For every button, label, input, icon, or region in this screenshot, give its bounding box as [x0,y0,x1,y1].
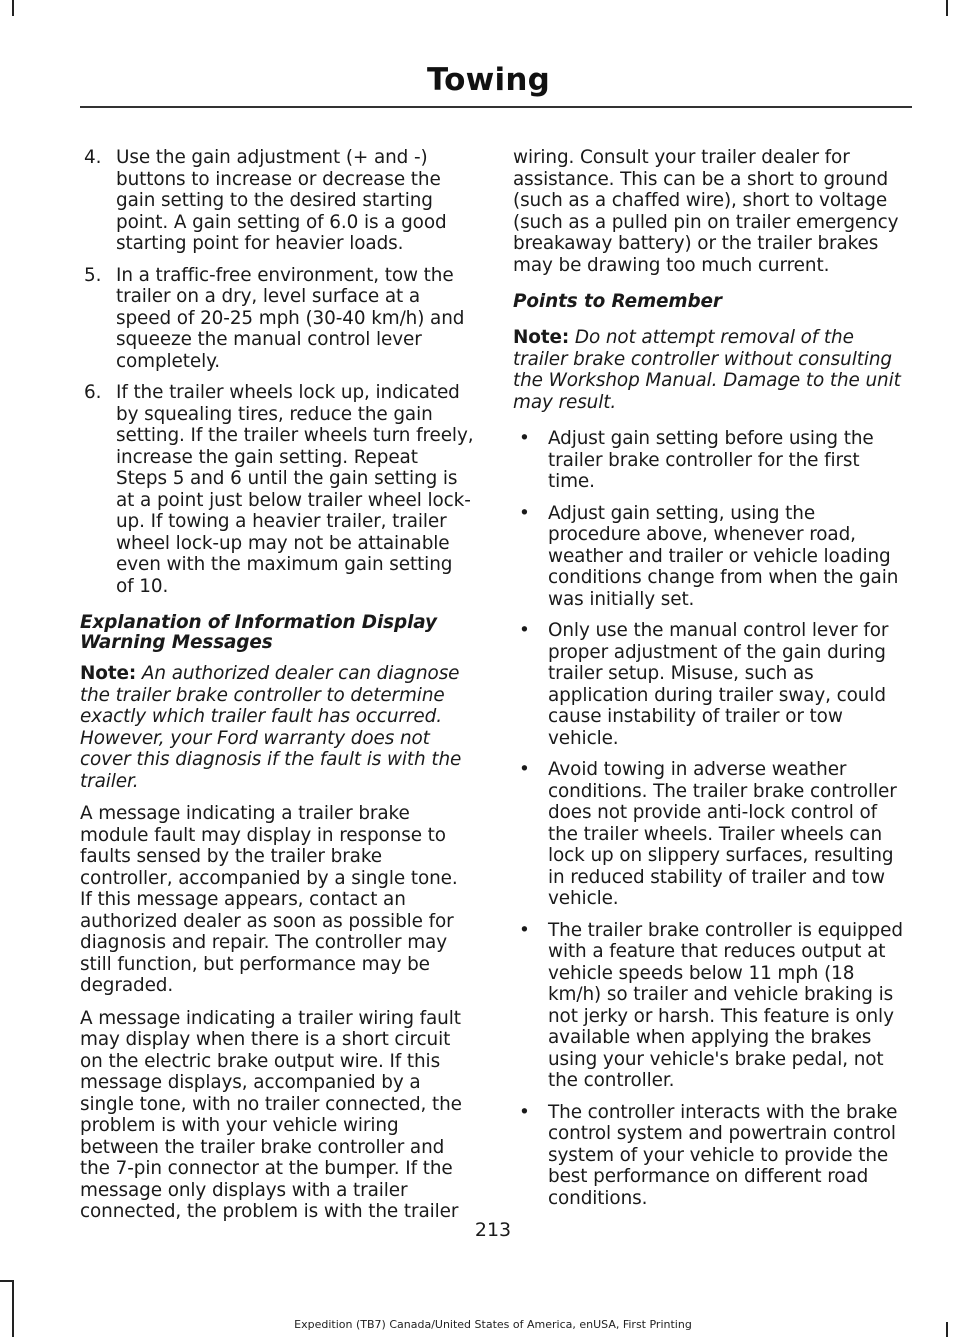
bullet-text: Avoid towing in adverse weather conditions. The trailer brake controller does not provide anti-lock control of the trailer wheels. Trailer wheels can lock up on slippery surfaces, resulting in reduced stability of trailer and tow vehicle. [548,759,897,909]
bullet-text: Adjust gain setting, using the procedure above, whenever road, weather and trailer or vehicle loading conditions change from when the gain was initially set. [548,502,899,610]
note-text: Do not attempt removal of the trailer brake controller without consulting the Workshop Manual. Damage to the unit may result. [513,327,901,413]
step-number: 4. [84,147,102,168]
list-item [513,620,907,749]
crop-mark-top-left [12,0,14,16]
steps-list [80,147,474,597]
page-number: 213 [474,1219,512,1241]
step-number: 5. [84,264,102,286]
bullet-text: Only use the manual control lever for proper adjustment of the gain during trailer setup. Misuse, such as application during trailer sway, could cause instability of trailer or tow vehicle. [548,620,889,749]
paragraph: A message indicating a trailer brake module fault may display in response to faults sensed by the trailer brake controller, accompanied by a single tone. If this message appears, contact an authorized dealer as soon as possible for diagnosis and repair. The controller may still function, but performance may be degraded. [80,803,458,996]
list-item [513,759,907,910]
step-text: Use the gain adjustment (+ and -) buttons to increase or decrease the gain setting to the desired starting point. A gain setting of 6.0 is a good starting point for heavier loads. [116,147,447,254]
step-text: If the trailer wheels lock up, indicated by squealing tires, reduce the gain setting. If the trailer wheels turn freely, increase the gain setting. Repeat Steps 5 and 6 until the gain setting is at a point just below trailer wheel lock-up. If towing a heavier trailer, trailer wheel lock-up may not be attainable even with the maximum gain setting of 10. [116,382,474,597]
list-item [513,1102,907,1210]
note [513,327,907,413]
section-heading: Points to Remember [513,291,722,312]
section-heading: Explanation of Information Display Warning Messages [80,612,437,653]
right-column [513,147,907,1219]
bullet-icon: • [519,919,530,941]
bullet-icon: • [519,759,530,780]
list-item [80,265,474,373]
list-item [513,428,907,493]
bullet-list [513,428,907,1209]
note-text: An authorized dealer can diagnose the trailer brake controller to determine exactly which trailer fault has occurred. However, your Ford warranty does not cover this diagnosis if the fault is with the trailer. [80,663,462,792]
footer-text: Expedition (TB7) Canada/United States of America, enUSA, First Printing [294,1318,692,1331]
note-label: Note: [80,663,137,684]
bullet-text: The controller interacts with the brake control system and powertrain control system of your vehicle to provide the best performance on different road conditions. [548,1101,898,1209]
bullet-icon: • [519,620,530,641]
bullet-icon: • [519,428,530,449]
step-text: In a traffic-free environment, tow the trailer on a dry, level surface at a speed of 20-25 mph (30-40 km/h) and squeeze the manual control lever completely. [116,264,465,372]
header-divider [80,106,912,108]
note-label: Note: [513,327,570,348]
bullet-icon: • [519,502,530,524]
left-column [80,147,474,1234]
bullet-icon: • [519,1101,530,1123]
bullet-text: Adjust gain setting before using the trailer brake controller for the first time. [548,428,874,492]
list-item [513,503,907,611]
section-title: Towing [426,62,550,98]
crop-mark-top-right [946,0,948,16]
paragraph: wiring. Consult your trailer dealer for assistance. This can be a short to ground (such as a chaffed wire), short to voltage (such as a pulled pin on trailer emergency breakaway battery) or the trailer brakes may be drawing too much current. [513,147,899,276]
list-item [513,920,907,1092]
bullet-text: The trailer brake controller is equipped with a feature that reduces output at vehicle speeds below 11 mph (18 km/h) so trailer and vehicle braking is not jerky or harsh. This feature is only available when applying the brakes using your vehicle's brake pedal, not the controller. [548,919,903,1091]
step-number: 6. [84,382,102,403]
list-item [80,147,474,255]
list-item [80,382,474,597]
paragraph: A message indicating a trailer wiring fault may display when there is a short circuit on the electric brake output wire. If this message displays, accompanied by a single tone, with no trailer connected, the problem is with your vehicle wiring between the trailer brake controller and the 7-pin connector at the bumper. If the message only displays with a trailer connected, the problem is with the trailer [80,1007,462,1222]
note [80,663,474,792]
crop-mark-bottom-left-h [0,1280,14,1282]
